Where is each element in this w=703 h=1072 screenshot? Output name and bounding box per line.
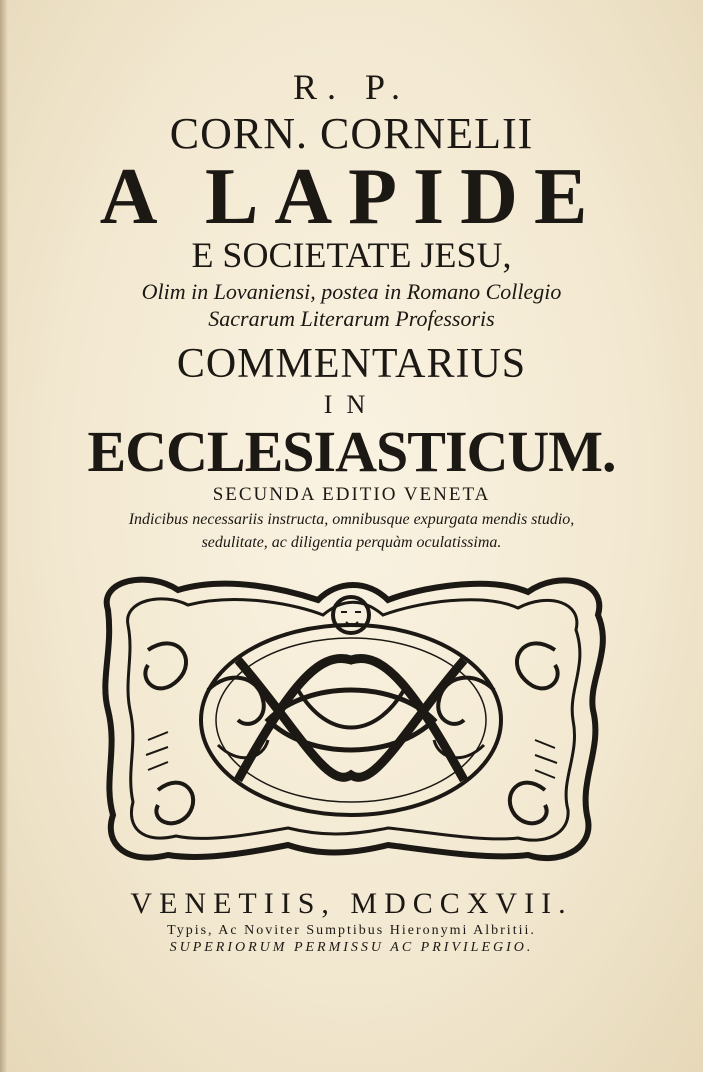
work-subject: ECCLESIASTICUM. xyxy=(87,419,616,484)
work-title-connector: IN xyxy=(323,390,380,419)
author-surname: A LAPIDE xyxy=(99,153,604,241)
woodcut-ornament xyxy=(88,570,615,870)
author-credentials-2: Sacrarum Literarum Professoris xyxy=(208,306,495,331)
edition-note-1: Indicibus necessariis instructa, omnibusque expurgata mendis studio, xyxy=(128,511,575,528)
imprint-place-year: VENETIIS, MDCCXVII. xyxy=(130,887,573,920)
edition-note-2: sedulitate, ac diligentia perquàm oculatissima. xyxy=(201,534,502,551)
imprint-printer: Typis, Ac Noviter Sumptibus Hieronymi Albritii. xyxy=(167,923,536,938)
author-name: CORN. CORNELII xyxy=(169,109,534,158)
imprint-privilege: SUPERIORUM PERMISSU AC PRIVILEGIO. xyxy=(169,940,534,955)
edition-statement: SECUNDA EDITIO VENETA xyxy=(212,484,491,505)
author-initials: R. P. xyxy=(292,67,411,107)
work-title: COMMENTARIUS xyxy=(176,341,527,387)
author-society: E SOCIETATE JESU, xyxy=(191,235,512,275)
author-credentials-1: Olim in Lovaniensi, postea in Romano Collegio xyxy=(141,279,562,304)
